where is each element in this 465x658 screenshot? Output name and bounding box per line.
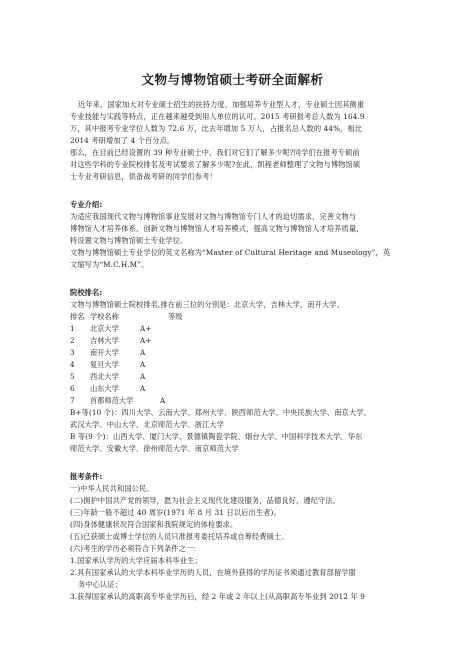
- section-heading-requirements: 报考条件:: [70, 472, 103, 481]
- rank-cell: 6: [70, 384, 75, 393]
- rank-cell: 5: [70, 372, 75, 381]
- rank-cell: 西北大学: [90, 372, 119, 381]
- rank-cell: 2: [70, 336, 75, 345]
- requirement-line: 1.国家承认学历的大学应届本科毕业生；: [70, 556, 202, 565]
- rank-cell: A+: [140, 336, 152, 345]
- rank-header-grade: 等级: [168, 312, 183, 321]
- rank-cell: A+: [140, 324, 152, 333]
- intro-line: 士专业考研信息，供备战考研的同学们参考！: [70, 172, 217, 181]
- intro-line: 近年来，国家加大对专业硕士招生的扶持力度，加强培养专业型人才，专业硕士因其侧重: [78, 100, 365, 109]
- section-intro-line: 文缩写为“M.C.H.M”。: [70, 260, 149, 269]
- requirement-line: 务中心认证；: [78, 580, 123, 589]
- intro-line: 万，其中报考专业学位人数为 72.6 万，比去年增加 5 万人，占报名总人数的 44%，相比: [70, 124, 363, 133]
- requirement-line: 一)中华人民共和国公民。: [70, 484, 154, 493]
- rank-header-school: 学校名称: [90, 312, 119, 321]
- rank-cell: 复旦大学: [90, 360, 119, 369]
- rank-cell: 山东大学: [90, 384, 119, 393]
- grade-line: B+等(10 个)：四川大学、云南大学、郑州大学、陕西师范大学、中央民族大学、南京大学、: [70, 408, 371, 417]
- section-intro-line: 文物与博物馆硕士专业学位的英文名称为“Master of Cultural Heritage and Museology”，英: [70, 248, 391, 257]
- section-heading-intro: 专业介绍:: [70, 200, 103, 209]
- rank-cell: 吉林大学: [90, 336, 119, 345]
- intro-line: 2014 考研增加了 4 个百分点。: [70, 136, 175, 145]
- intro-line: 对这些学科的专业院校排名及考试要求了解多少呢?在此，凯程老师整理了文物与博物馆硕: [70, 160, 361, 169]
- section-heading-rank: 院校排名:: [70, 288, 103, 297]
- requirement-line: (五)已获硕士或博士学位的人员只准报考委托培养或自筹经费硕士。: [70, 532, 289, 541]
- section-intro-line: 特设置文物与博物馆硕士专业学位。: [70, 236, 188, 245]
- section-intro-line: 博物馆人才培养体系，创新文物与博物馆人才培养模式，提高文物与博物馆人才培养质量，: [70, 224, 364, 233]
- rank-cell: 4: [70, 360, 75, 369]
- requirement-line: (二)拥护中国共产党的领导，愿为社会主义现代化建设服务，品德良好，遵纪守法。: [70, 496, 341, 505]
- section-intro-line: 为适应我国现代文物与博物馆事业发展对文物与博物馆专门人才的迫切需求，完善文物与: [70, 212, 357, 221]
- rank-cell: A: [140, 384, 146, 393]
- requirement-line: 3.获得国家承认的高职高专毕业学历后，经 2 年或 2 年以上(从高职高专毕业到 2012 年 9: [70, 592, 366, 601]
- rank-cell: 南开大学: [90, 348, 119, 357]
- rank-cell: A: [140, 348, 146, 357]
- rank-lead: 文物与博物馆硕士院校排名,排在前三位的分别是：北京大学，吉林大学，南开大学。: [70, 300, 344, 309]
- rank-cell: 北京大学: [90, 324, 119, 333]
- requirement-line: (四)身体健康状况符合国家和我院规定的体检要求。: [70, 520, 238, 529]
- rank-cell: A: [140, 360, 146, 369]
- grade-line: B 等(9 个)：山西大学、厦门大学、景德镇陶瓷学院、烟台大学、中国科学技术大学、华东: [70, 432, 363, 441]
- requirement-line: (三)年龄一般不超过 40 周岁(1971 年 8 月 31 日以后出生者)。: [70, 508, 281, 517]
- intro-line: 那么，在目前已经设置的 39 种专业硕士中，我们对它们了解多少呢?同学们在报考专硕前: [70, 148, 360, 157]
- requirement-line: (六)考生的学历必须符合下列条件之一：: [70, 544, 201, 553]
- intro-line: 专业技能与实践等特点，正在越来越受到用人单位的认可。2015 考研报考总人数为 164.9: [70, 112, 365, 121]
- requirement-line: 2.具有国家承认的大学本科毕业学历的人员，在境外获得的学历证书须通过教育部留学服: [70, 568, 356, 577]
- rank-cell: A: [160, 396, 166, 405]
- page-title: 文物与博物馆硕士考研全面解析: [141, 72, 324, 87]
- rank-cell: 7: [70, 396, 75, 405]
- grade-line: 武汉大学、中山大学、北京师范大学、浙江大学: [70, 420, 225, 429]
- rank-cell: 1: [70, 324, 75, 333]
- grade-line: 师范大学、安徽大学、徐州师范大学、南京师范大学: [70, 444, 239, 453]
- rank-cell: 首都师范大学: [90, 396, 134, 405]
- rank-header-rank: 排名: [70, 312, 85, 321]
- rank-cell: 3: [70, 348, 75, 357]
- rank-cell: A: [140, 372, 146, 381]
